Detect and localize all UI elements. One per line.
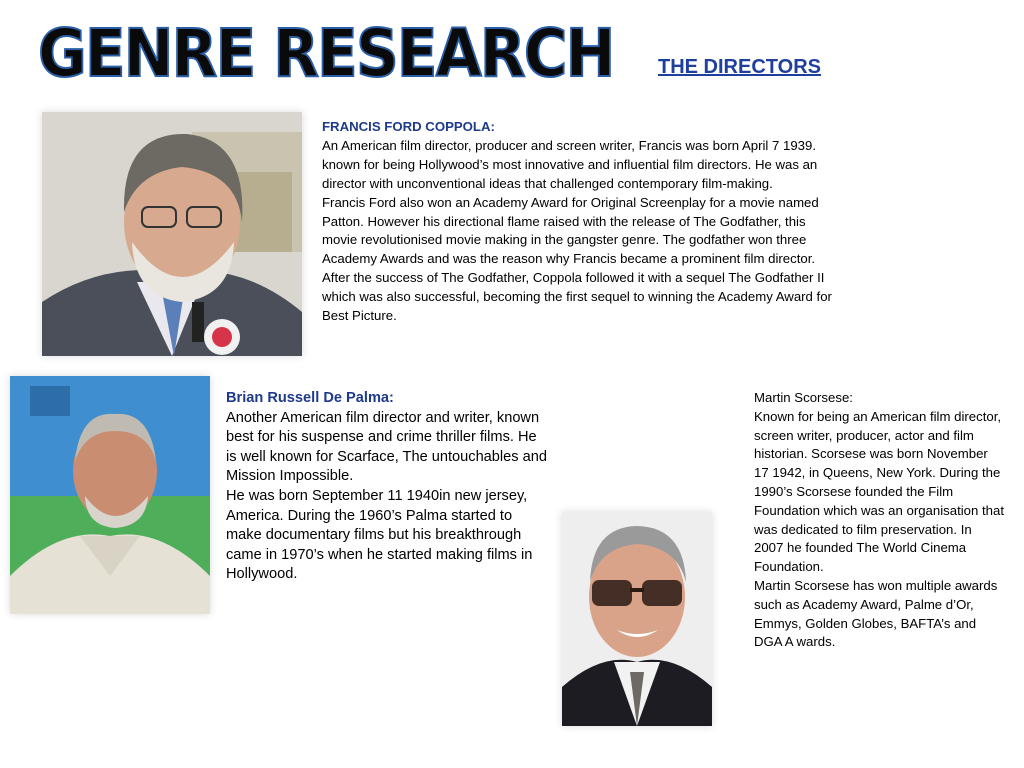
coppola-paragraph: Francis Ford also won an Academy Award for Original Screenplay for a movie named Patton. However his directional flame raised with the release of The Godfather, this movie revolutionised movie making in the gangster genre. The godfather won three Academy Awards and was the reason why Francis became a prominent film director. [322,194,819,267]
coppola-paragraph: An American film director, producer and screen writer, Francis was born April 7 1939. known for being Hollywood’s most innovative and influential film directors. He was an director with unconventional ideas that challenged contemporary film-making. [322,137,818,191]
coppola-bio [322,118,834,326]
de-palma-paragraph: Another American film director and writer, known best for his suspense and crime thriller films. He is well known for Scarface, The untouchables and Mission Impossible. [226,409,547,485]
page-title: GENRE RESEARCH [38,15,614,92]
de-palma-photo [10,376,210,614]
scorsese-paragraph: Known for being an American film director, screen writer, producer, actor and film historian. Scorsese was born November 17 1942, in Queens, New York. During the 1990’s Scorsese founded the Film Foundation which was an organisation that was dedicated to film preservation. In 2007 he founded The World Cinema Foundation. [754,408,1004,575]
scorsese-paragraph: Martin Scorsese has won multiple awards such as Academy Award, Palme d’Or, Emmys, Golden Globes, BAFTA’s and DGA A wards. [754,577,998,650]
coppola-name: FRANCIS FORD COPPOLA: [322,119,495,134]
scorsese-bio [754,389,1004,652]
scorsese-photo [562,512,712,726]
de-palma-bio [226,389,548,585]
coppola-paragraph: After the success of The Godfather, Coppola followed it with a sequel The Godfather II which was also successful, becoming the first sequel to winning the Academy Award for Best Picture. [322,270,832,324]
de-palma-name: Brian Russell De Palma: [226,390,394,406]
coppola-photo [42,112,302,356]
scorsese-name: Martin Scorsese: [754,390,853,405]
de-palma-paragraph: He was born September 11 1940in new jersey, America. During the 1960’s Palma started to make documentary films but his breakthrough came in 1970’s when he started making films in Hollywood. [226,487,533,583]
section-subtitle: THE DIRECTORS [658,56,821,78]
